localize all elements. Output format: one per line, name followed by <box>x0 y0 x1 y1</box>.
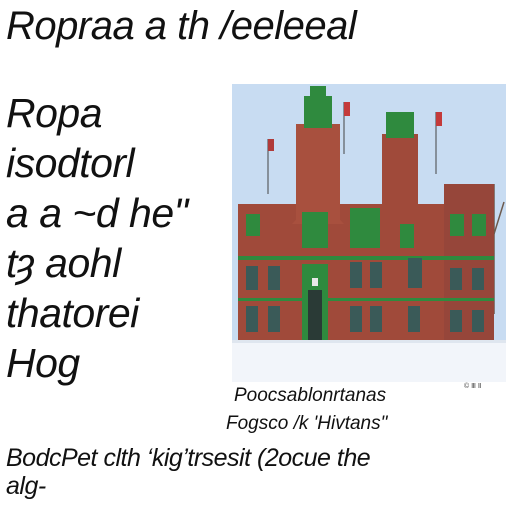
building-photo <box>232 84 506 382</box>
pull-quote-line: Hog <box>6 340 80 386</box>
brick-school-building-icon <box>232 84 506 382</box>
pull-quote-line: Ropa <box>6 90 103 136</box>
pull-quote-line: thatorei <box>6 290 139 336</box>
pull-quote-line: a a ~d he" <box>6 190 188 236</box>
pull-quote-line: tȝ aohl <box>6 240 121 286</box>
body-line: alg- <box>6 472 46 500</box>
body-paragraph <box>6 444 506 500</box>
caption-line: Poocsablonrtanas <box>234 385 387 406</box>
photo-credit: © Ⅲ Ⅱ <box>464 383 482 390</box>
pull-quote-line: isodtorl <box>6 140 135 186</box>
pull-quote <box>6 88 226 388</box>
caption-line: Fogsco /k 'Hivtans" <box>226 413 388 434</box>
headline: Roprаа a th /eeleeal <box>6 4 357 48</box>
body-line: BodcPet clth ‘kig’trsesit (2ocue the <box>6 444 371 472</box>
